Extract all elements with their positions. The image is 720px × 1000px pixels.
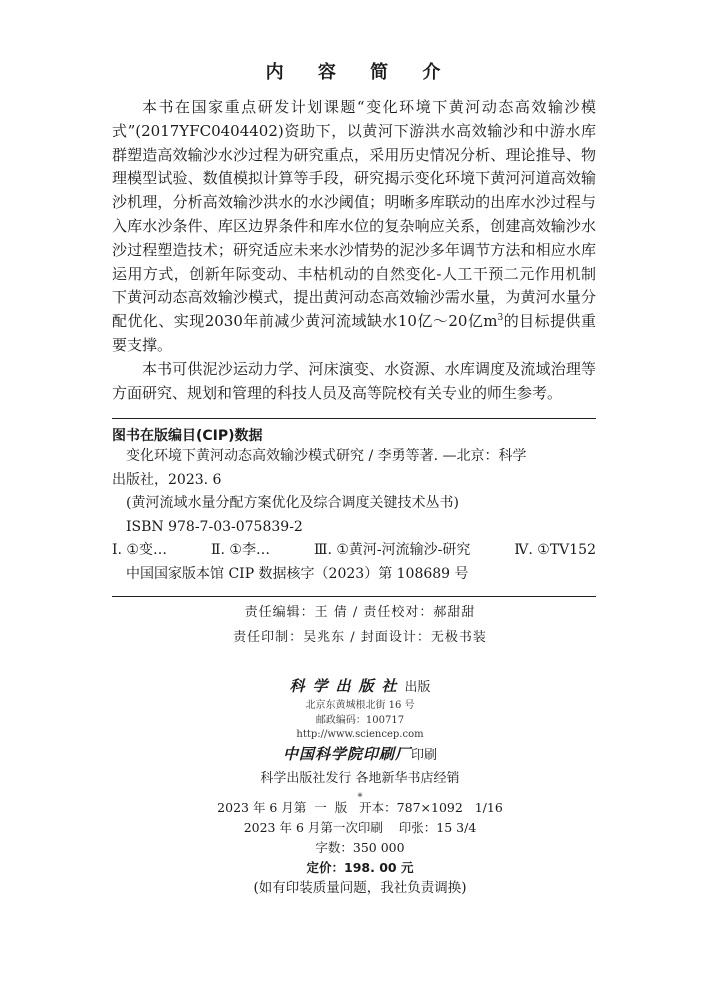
abstract-paragraph-1 [112,96,596,358]
separator-star: * [357,791,363,803]
distribution-line: 科学出版社发行 各地新华书店经销 [260,770,460,786]
cip-record [112,445,596,586]
cip-publisher-line: 出版社，2023. 6 [112,471,222,488]
abstract-paragraph-1-text: 本书在国家重点研发计划课题“变化环境下黄河动态高效输沙模式”(2017YFC0404402)资助下，以黄河下游洪水高效输沙和中游水库群塑造高效输沙水沙过程为研究重点，采用历史情况分析、理论推导、物理模型试验、数值模拟计算等手段，研究揭示变化环境下黄河河道高效输沙机理，分析高效输沙洪水的水沙阈值；明晰多库联动的出库水沙过程与入库水沙条件、库区边界条件和库水位的复杂响应关系，创建高效输沙水沙过程塑造技术；研究适应未来水沙情势的泥沙多年调节方法和相应水库运用方式，创新年际变动、丰枯机动的自然变化-人工干预二元作用机制下黄河动态高效输沙模式，提出黄河动态高效输沙需水量，为黄河水量分配优化、实现2030年前减少黄河流域缺水10亿～20亿m [112,98,596,331]
editor-credits: 责任编辑：王 倩 / 责任校对：郝甜甜 [244,605,476,620]
cip-heading: 图书在版编目(CIP)数据 [112,428,263,444]
cip-record-number: 中国国家版本馆 CIP 数据核字（2023）第 108689 号 [126,565,469,582]
cip-title-line: 变化环境下黄河动态高效输沙模式研究 / 李勇等著. —北京：科学 [126,448,527,464]
abstract [112,96,596,405]
cip-top-rule [112,418,596,419]
publisher-block [0,675,720,805]
price: 定价：198. 00 元 [306,860,414,875]
cip-isbn: ISBN 978-7-03-075839-2 [126,518,303,535]
edition-specs [0,798,720,898]
printer-logo: 中国科学院印刷厂 [282,744,411,763]
publisher-url: http://www.sciencep.com [296,729,424,740]
abstract-paragraph-1-tail: 的目标提供重要支撑。 [112,312,596,354]
publisher-suffix: 出版 [404,680,431,695]
publisher-logo: 科学出版社 [289,677,405,695]
cip-class-3: Ⅲ. ①黄河-河流输沙-研究 [313,542,471,558]
cip-series-line: (黄河流域水量分配方案优化及综合调度关键技术丛书) [126,495,459,511]
quality-notice: (如有印装质量问题，我社负责调换) [253,880,467,896]
printer-line [0,743,720,767]
cip-classification [112,539,596,563]
page-title: 内 容 简 介 [265,62,455,83]
abstract-paragraph-2: 本书可供泥沙运动力学、河床演变、水资源、水库调度及流域治理等方面研究、规划和管理的科技人员及高等院校有关专业的师生参考。 [112,359,596,402]
cip-bottom-rule [112,596,596,597]
unit-superscript: 3 [497,313,504,324]
publisher-line [0,675,720,699]
printer-suffix: 印刷 [411,747,438,763]
edition-line: 2023 年 6 月第 一 版 开本：787×1092 1/16 [217,800,503,815]
cip-class-1: Ⅰ. ①变… [112,542,167,558]
credits [0,600,720,650]
cip-class-4: Ⅳ. ①TV152 [514,542,596,558]
production-credits: 责任印制：吴兆东 / 封面设计：无极书装 [233,630,487,645]
publisher-address: 北京东黄城根北街 16 号 [305,700,415,711]
publisher-postcode: 邮政编码：100717 [315,714,405,726]
word-count: 字数：350 000 [315,840,405,855]
printing-line: 2023 年 6 月第一次印刷 印张：15 3/4 [243,820,477,835]
cip-class-2: Ⅱ. ①李… [210,542,270,558]
